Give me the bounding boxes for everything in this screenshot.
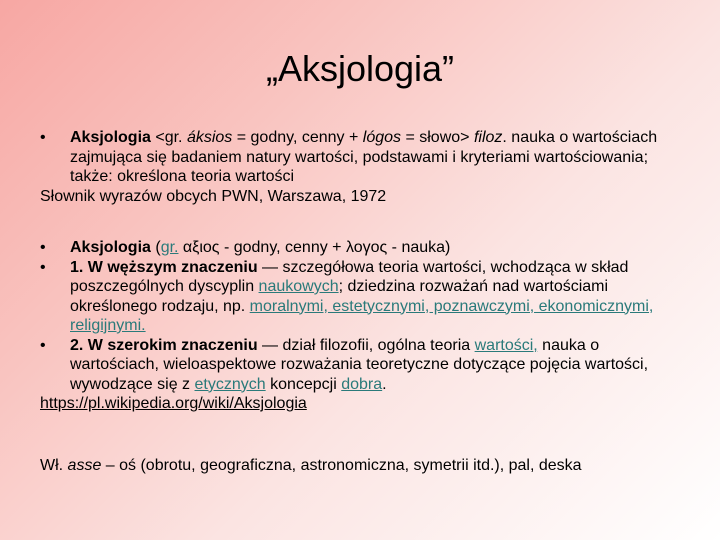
wiki-bullet-1 <box>40 238 680 258</box>
bullet-marker: • <box>40 336 46 354</box>
link-values[interactable]: wartości, <box>474 336 538 354</box>
text: nauka o wartościach, wieloaspektowe rozważania teoretyczne dotyczące pojęcia wartości, wywodzące się z <box>70 336 649 393</box>
text: — szczegółowa teoria wartości, wchodząca w skład poszczególnych dyscyplin <box>70 258 629 295</box>
source-citation: Słownik wyrazów obcych PWN, Warszawa, 1972 <box>40 187 387 205</box>
definition-bullet <box>40 128 680 187</box>
italian-word: asse <box>67 457 102 474</box>
bullet-marker: • <box>40 239 46 256</box>
text: — dział filozofii, ogólna teoria <box>257 336 475 354</box>
text: koncepcji <box>265 375 342 393</box>
text: = godny, cenny + <box>232 129 363 146</box>
link-greek[interactable]: gr. <box>160 239 179 256</box>
abbreviation: filoz <box>473 129 503 146</box>
link-good[interactable]: dobra <box>341 375 383 393</box>
link-scientific[interactable]: naukowych <box>258 278 339 295</box>
bullet-marker: • <box>40 258 46 276</box>
text: . <box>382 375 387 393</box>
heading-narrow: 1. W węższym znaczeniu <box>70 258 258 276</box>
wikipedia-url-link[interactable]: https://pl.wikipedia.org/wiki/Aksjologia <box>40 395 307 412</box>
text: Wł. <box>40 457 68 474</box>
wiki-bullet-3 <box>40 336 680 395</box>
text: ; dziedzina rozważań nad wartościami określonego rodzaju, np. <box>70 278 609 315</box>
wiki-bullet-2 <box>40 258 680 336</box>
greek-word: lógos <box>362 129 402 146</box>
text: ( <box>150 239 161 256</box>
text: αξιος - godny, cenny + λογος - nauka) <box>178 239 451 256</box>
text: <gr. <box>150 129 187 146</box>
slide-title: „Aksjologia” <box>265 48 455 89</box>
definition-wikipedia <box>40 238 680 414</box>
term: Aksjologia <box>70 239 151 256</box>
etymology-note <box>40 456 680 476</box>
link-ethical[interactable]: etycznych <box>194 375 266 393</box>
definition-pwn <box>40 128 680 206</box>
link-value-types[interactable]: moralnymi, estetycznymi, poznawczymi, ekonomicznymi, religijnymi. <box>70 297 654 334</box>
term: Aksjologia <box>70 129 151 146</box>
text: . nauka o wartościach zajmująca się badaniem natury wartości, podstawami i kryteriami wartościowania; także: określona teoria wartości <box>70 129 658 185</box>
bullet-marker: • <box>40 129 46 146</box>
text: – oś (obrotu, geograficzna, astronomiczna, symetrii itd.), pal, deska <box>101 457 582 474</box>
heading-broad: 2. W szerokim znaczeniu <box>70 336 258 354</box>
greek-word: áksios <box>186 129 233 146</box>
text: = słowo> <box>401 129 474 146</box>
